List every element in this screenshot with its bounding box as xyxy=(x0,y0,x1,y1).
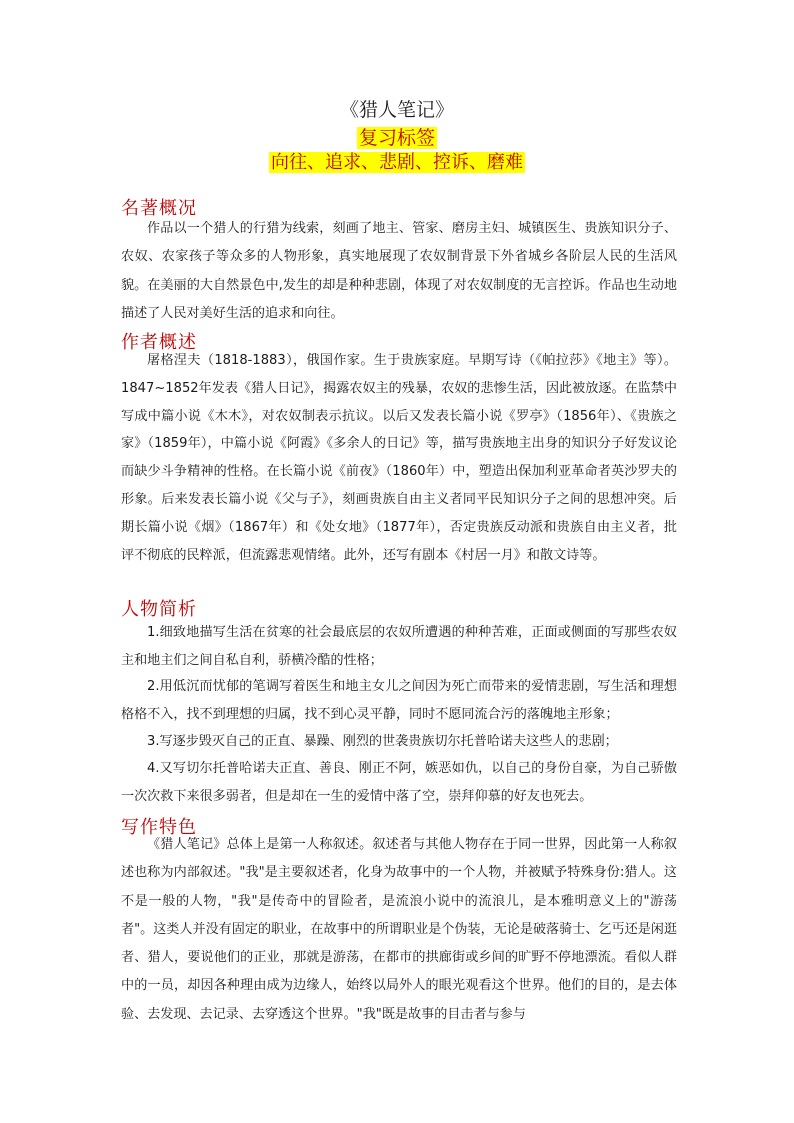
character-item-2: 2.用低沉而忧郁的笔调写着医生和地主女儿之间因为死亡而带来的爱情悲剧，写生活和理想格格不入，找不到理想的归属，找不到心灵平静，同时不愿同流合污的落魄地主形象； xyxy=(121,679,677,722)
review-tag-label: 复习标签 xyxy=(358,127,435,149)
character-item-4: 4.又写切尔托普哈诺夫正直、善良、刚正不阿，嫉恶如仇，以自己的身份自豪，为自己骄傲一次次救下来很多弱者，但是却在一生的爱情中落了空，崇拜仰慕的好友也死去。 xyxy=(121,761,677,804)
overview-paragraph: 作品以一个猎人的行猎为线索，刻画了地主、管家、磨房主妇、城镇医生、贵族知识分子、农奴、农家孩子等众多的人物形象，真实地展现了农奴制背景下外省城乡各阶层人民的生活风貌。在美丽的大自然景色中,发生的却是种种悲剧，体现了对农奴制度的无言控诉。作品也生动地描述了人民对美好生活的追求和向往。 xyxy=(121,221,677,321)
section-heading-characters: 人物简析 xyxy=(121,599,197,620)
keywords-highlight: 向往、追求、悲剧、控诉、磨难 xyxy=(271,152,523,173)
keywords-line xyxy=(0,150,794,176)
author-paragraph: 屠格涅夫（1818-1883），俄国作家。生于贵族家庭。早期写诗（《帕拉莎》《地主》等）。1847~1852年发表《猎人日记》，揭露农奴主的残暴，农奴的悲惨生活，因此被放逐。在监禁中写成中篇小说《木木》，对农奴制表示抗议。以后又发表长篇小说《罗亭》（1856年）、《贵族之家》（1859年），中篇小说《阿霞》《多余人的日记》等，描写贵族地主出身的知识分子好发议论而缺少斗争精神的性格。在长篇小说《前夜》（1860年）中，塑造出保加利亚革命者英沙罗夫的形象。后来发表长篇小说《父与子》，刻画贵族自由主义者同平民知识分子之间的思想冲突。后期长篇小说《烟》（1867年）和《处女地》（1877年），否定贵族反动派和贵族自由主义者，批评不彻底的民粹派，但流露悲观情绪。此外，还写有剧本《村居一月》和散文诗等。 xyxy=(121,353,677,563)
section-heading-style: 写作特色 xyxy=(121,817,197,838)
section-heading-author: 作者概述 xyxy=(121,332,197,353)
character-item-1: 1.细致地描写生活在贫寒的社会最底层的农奴所遭遇的种种苦难，正面或侧面的写那些农奴主和地主们之间自私自利，骄横冷酷的性格； xyxy=(121,625,677,668)
style-paragraph: 《猎人笔记》总体上是第一人称叙述。叙述者与其他人物存在于同一世界，因此第一人称叙述也称为内部叙述。"我"是主要叙述者，化身为故事中的一个人物，并被赋予特殊身份:猎人。这不是一般的人物，"我"是传奇中的冒险者，是流浪小说中的流浪儿，是本雅明意义上的"游荡者"。这类人并没有固定的职业，在故事中的所谓职业是个伪装，无论是破落骑士、乞丐还是闲逛者、猎人，要说他们的正业，那就是游荡，在都市的拱廊街或乡间的旷野不停地漂流。看似人群中的一员，却因各种理由成为边缘人，始终以局外人的眼光观看这个世界。他们的目的，是去体验、去发现、去记录、去穿透这个世界。"我"既是故事的目击者与参与 xyxy=(121,837,677,1022)
review-tag-line xyxy=(0,125,794,151)
section-heading-overview: 名著概况 xyxy=(121,198,197,219)
document-title: 《猎人笔记》 xyxy=(339,99,454,121)
character-item-3: 3.写逐步毁灭自己的正直、暴躁、刚烈的世袭贵族切尔托普哈诺夫这些人的悲剧； xyxy=(147,734,618,749)
